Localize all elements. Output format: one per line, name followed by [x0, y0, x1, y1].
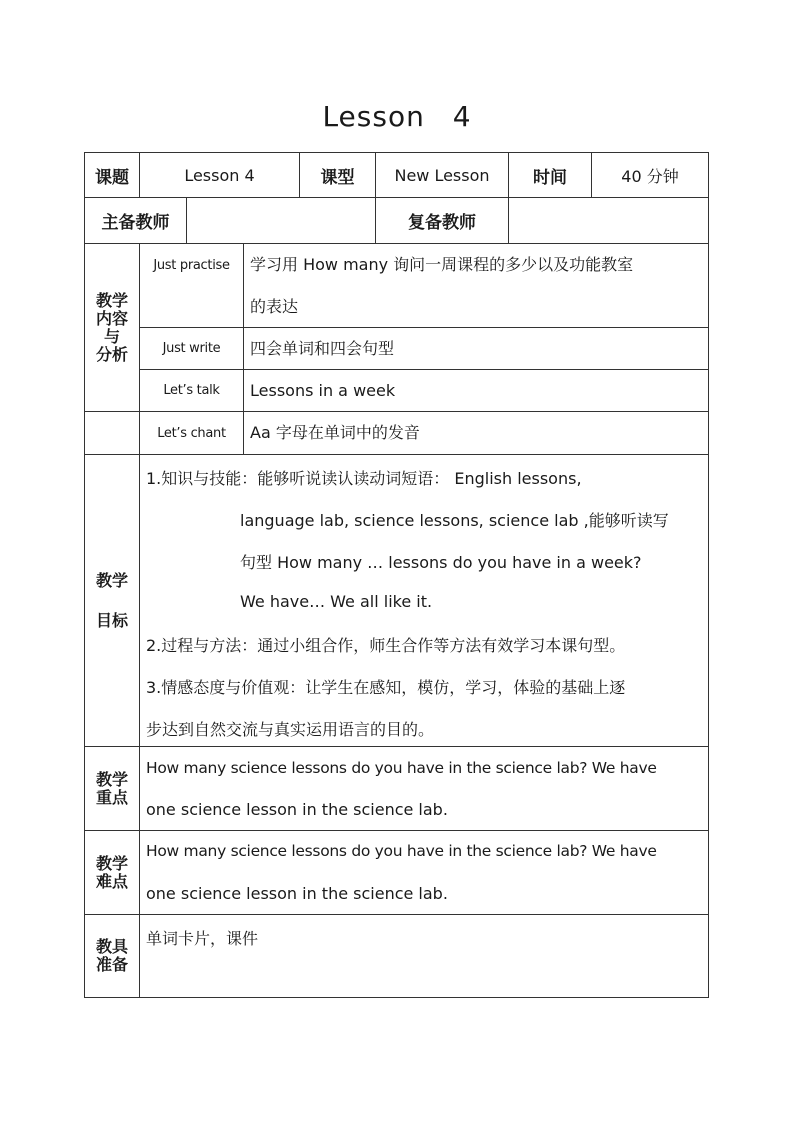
time-value: 40 分钟: [621, 166, 679, 186]
materials-label: 教具 准备: [95, 937, 128, 974]
objectives-label: 教学 目标: [95, 570, 128, 630]
objective-line: 句型 How many … lessons do you have in a week?: [240, 553, 642, 572]
just-write-text: 四会单词和四会句型: [250, 339, 395, 358]
main-teacher-value: [187, 198, 375, 243]
part-just-write: Just write: [162, 341, 221, 356]
part-lets-chant: Let’s chant: [157, 425, 226, 441]
difficulties-label: 教学 难点: [95, 853, 128, 891]
topic-label: 课题: [95, 167, 129, 188]
lets-talk-text: Lessons in a week: [250, 381, 396, 400]
lets-chant-text: Aa 字母在单词中的发音: [250, 423, 420, 442]
main-teacher-label: 主备教师: [101, 213, 170, 233]
content-analysis-label: 教学 内容 与 分析: [95, 290, 128, 364]
time-label: 时间: [533, 167, 567, 188]
objective-line: 2.过程与方法：通过小组合作，师生合作等方法有效学习本课句型。: [146, 636, 626, 655]
difficulties-line: How many science lessons do you have in the science lab? We have: [146, 842, 657, 860]
key-points-label: 教学 重点: [95, 769, 128, 807]
type-value: New Lesson: [394, 165, 490, 185]
objective-line: language lab, science lessons, science lab ,能够听读写: [240, 511, 669, 530]
difficulties-line: one science lesson in the science lab.: [146, 884, 448, 903]
key-points-line: one science lesson in the science lab.: [146, 800, 448, 819]
page-title: Lesson 4: [322, 100, 472, 133]
type-label: 课型: [320, 167, 355, 188]
part-just-practise: Just practise: [153, 257, 230, 273]
assist-teacher-label: 复备教师: [408, 213, 476, 233]
assist-teacher-value: [509, 198, 708, 243]
objective-line: We have… We all like it.: [240, 592, 433, 611]
objective-line: 1.知识与技能：能够听说读认读动词短语： English lessons,: [146, 469, 582, 488]
materials-text: 单词卡片，课件: [146, 929, 259, 948]
objective-line: 步达到自然交流与真实运用语言的目的。: [146, 720, 435, 739]
objective-line: 3.情感态度与价值观：让学生在感知，模仿，学习，体验的基础上逐: [146, 678, 626, 697]
topic-value: Lesson 4: [184, 165, 255, 185]
key-points-line: How many science lessons do you have in the science lab? We have: [146, 759, 657, 777]
part-lets-talk: Let’s talk: [163, 383, 220, 398]
just-practise-text: 学习用 How many 询问一周课程的多少以及功能教室 的表达: [250, 255, 634, 316]
